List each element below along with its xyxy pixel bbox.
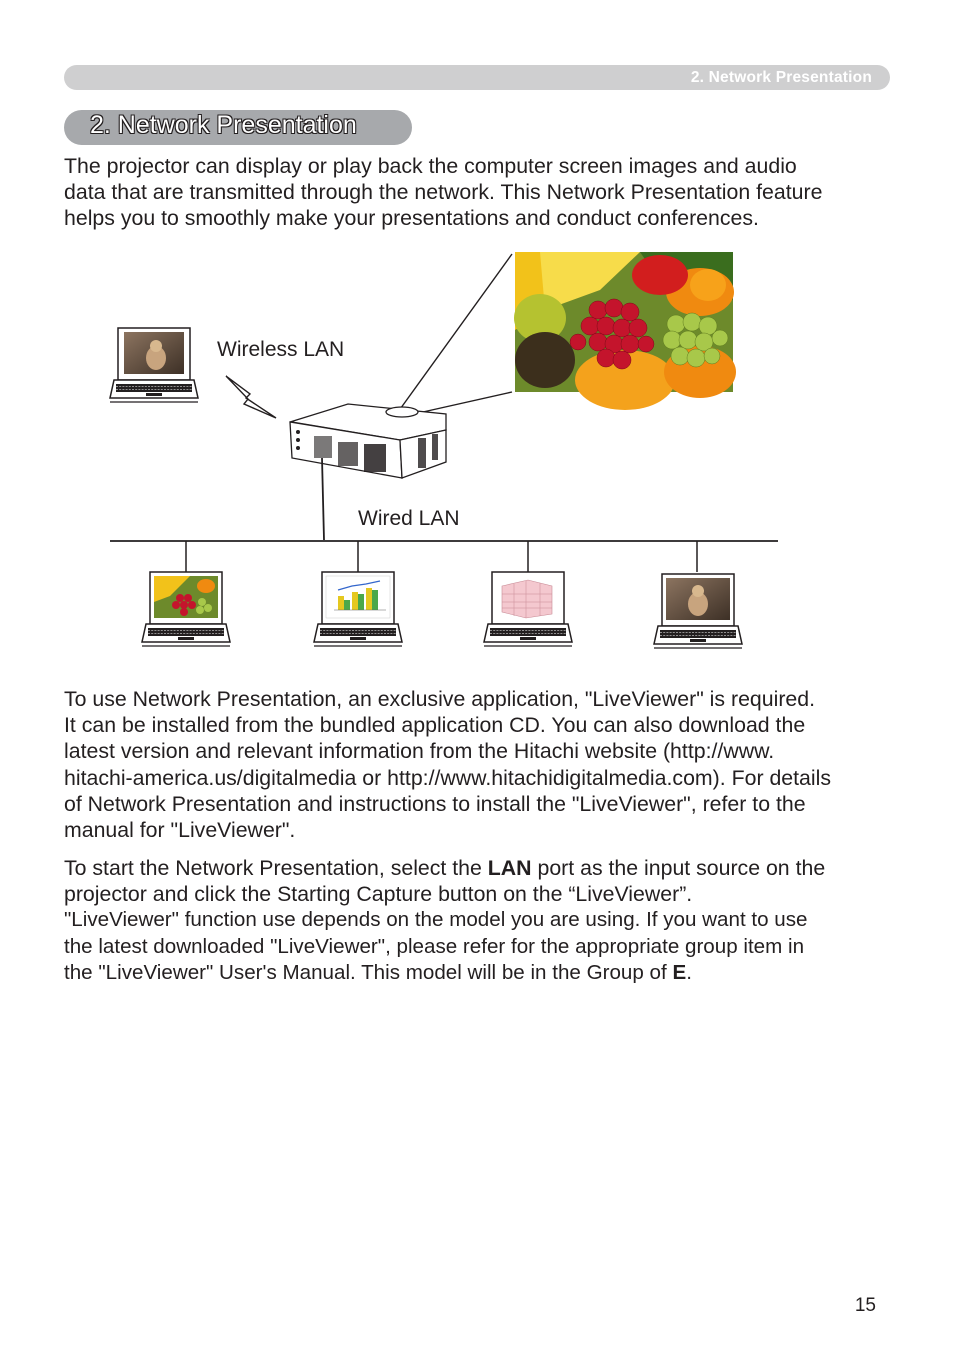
wired-laptop-chart [314,572,402,646]
section-title: 2. Network Presentation [90,111,357,139]
page-number: 15 [854,1295,876,1316]
wireless-laptop [110,328,198,402]
paragraph-line: hitachi-america.us/digitalmedia or http://www.hitachidigitalmedia.com). For details [64,765,832,790]
paragraph-line: latest version and relevant information from the Hitachi website (http://www. [64,739,775,764]
wired-laptop-dog [654,574,742,648]
liveviewer-paragraph [64,686,894,843]
intro-line: The projector can display or play back the computer screen images and audio [64,154,797,178]
projector [290,404,446,478]
wired-laptop-fruit [142,572,230,646]
lan-port-term: LAN [487,856,532,880]
wired-laptop-building [484,572,572,646]
paragraph-line: To use Network Presentation, an exclusive application, "LiveViewer" is required. [64,687,816,711]
start-presentation-paragraph [64,855,894,986]
paragraph-line [64,960,894,986]
paragraph-line: "LiveViewer" function use depends on the model you are using. If you want to use [64,908,808,932]
paragraph-line: It can be installed from the bundled application CD. You can also download the [64,713,806,738]
paragraph-line: projector and click the Starting Capture button on the “LiveViewer”. [64,882,693,907]
wireless-signal-icon [226,376,276,418]
text-run: port as the input source on the [531,856,826,880]
wireless-lan-label: Wireless LAN [217,338,345,361]
text-run: To start the Network Presentation, select the [64,856,488,880]
text-run: . [686,960,692,984]
paragraph-line: manual for "LiveViewer". [64,818,296,843]
running-head: 2. Network Presentation [690,69,872,86]
paragraph-line: the latest downloaded "LiveViewer", please refer for the appropriate group item in [64,934,805,958]
paragraph-line [64,855,894,881]
text-run: the "LiveViewer" User's Manual. This model will be in the Group of [64,960,673,984]
group-letter: E [672,960,687,984]
paragraph-line: of Network Presentation and instructions to install the "LiveViewer", refer to the [64,791,806,816]
intro-line: data that are transmitted through the network. This Network Presentation feature [64,180,823,205]
intro-line: helps you to smoothly make your presentations and conduct conferences. [64,206,759,231]
wired-lan-label: Wired LAN [358,507,460,530]
